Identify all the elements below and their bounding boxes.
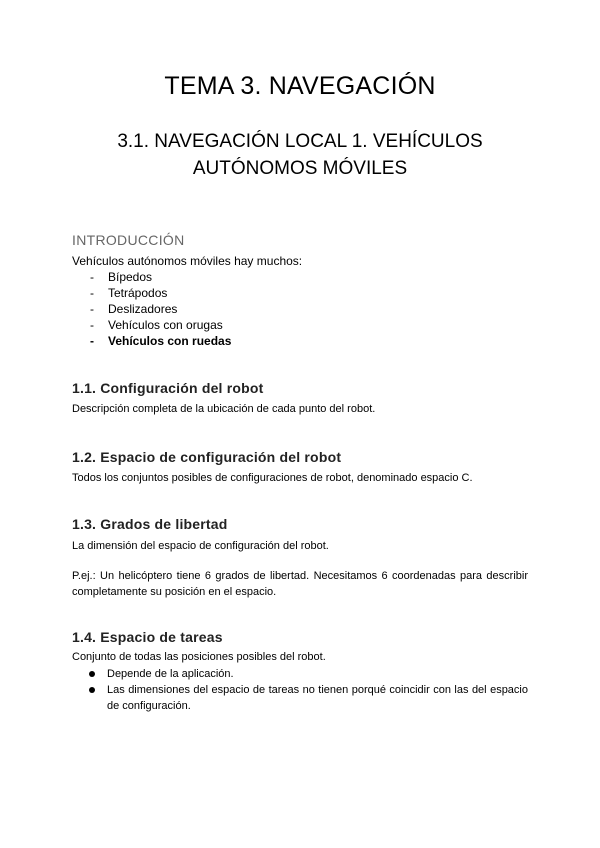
subtitle-line-1: 3.1. NAVEGACIÓN LOCAL 1. VEHÍCULOS xyxy=(117,131,483,152)
vehicle-type-list xyxy=(72,269,231,349)
subtitle-line-2: AUTÓNOMOS MÓVILES xyxy=(192,158,408,179)
dash-marker: - xyxy=(90,302,94,316)
list-item-label: Tetrápodos xyxy=(108,286,168,300)
list-item xyxy=(72,682,528,714)
dash-marker: - xyxy=(90,286,94,300)
introduction-heading: INTRODUCCIÓN xyxy=(72,232,185,248)
page-title: TEMA 3. NAVEGACIÓN xyxy=(164,72,436,100)
dash-marker: - xyxy=(90,270,94,284)
section-heading-grados-libertad: 1.3. Grados de libertad xyxy=(72,516,228,532)
list-item xyxy=(72,285,231,301)
section-heading-configuracion: 1.1. Configuración del robot xyxy=(72,380,264,396)
section-heading-espacio-configuracion: 1.2. Espacio de configuración del robot xyxy=(72,449,342,465)
list-item xyxy=(72,317,231,333)
list-item-label: Las dimensiones del espacio de tareas no tienen porqué coincidir con las del espacio de configuración. xyxy=(107,684,528,712)
bullet-icon xyxy=(89,671,95,677)
section-text-espacio-tareas: Conjunto de todas las posiciones posibles del robot. xyxy=(72,651,326,663)
introduction-lead: Vehículos autónomos móviles hay muchos: xyxy=(72,254,303,268)
section-text-grados-libertad: La dimensión del espacio de configuración del robot. xyxy=(72,540,329,552)
section-example-grados-libertad: P.ej.: Un helicóptero tiene 6 grados de libertad. Necesitamos 6 coordenadas para describir completamente su posición en el espacio. xyxy=(72,570,528,598)
section-text-espacio-configuracion: Todos los conjuntos posibles de configuraciones de robot, denominado espacio C. xyxy=(72,472,473,484)
section-heading-espacio-tareas: 1.4. Espacio de tareas xyxy=(72,629,223,645)
list-item-label: Vehículos con ruedas xyxy=(108,334,232,348)
dash-marker: - xyxy=(90,318,94,332)
task-space-bullet-list xyxy=(72,666,528,714)
section-text-configuracion: Descripción completa de la ubicación de cada punto del robot. xyxy=(72,403,376,415)
list-item-label: Vehículos con orugas xyxy=(108,318,223,332)
list-item-label: Deslizadores xyxy=(108,302,178,316)
list-item xyxy=(72,269,231,285)
list-item xyxy=(72,333,231,349)
list-item-label: Bípedos xyxy=(108,270,153,284)
bullet-icon xyxy=(89,687,95,693)
list-item xyxy=(72,666,528,682)
dash-marker: - xyxy=(90,334,94,348)
list-item xyxy=(72,301,231,317)
list-item-label: Depende de la aplicación. xyxy=(107,668,234,680)
